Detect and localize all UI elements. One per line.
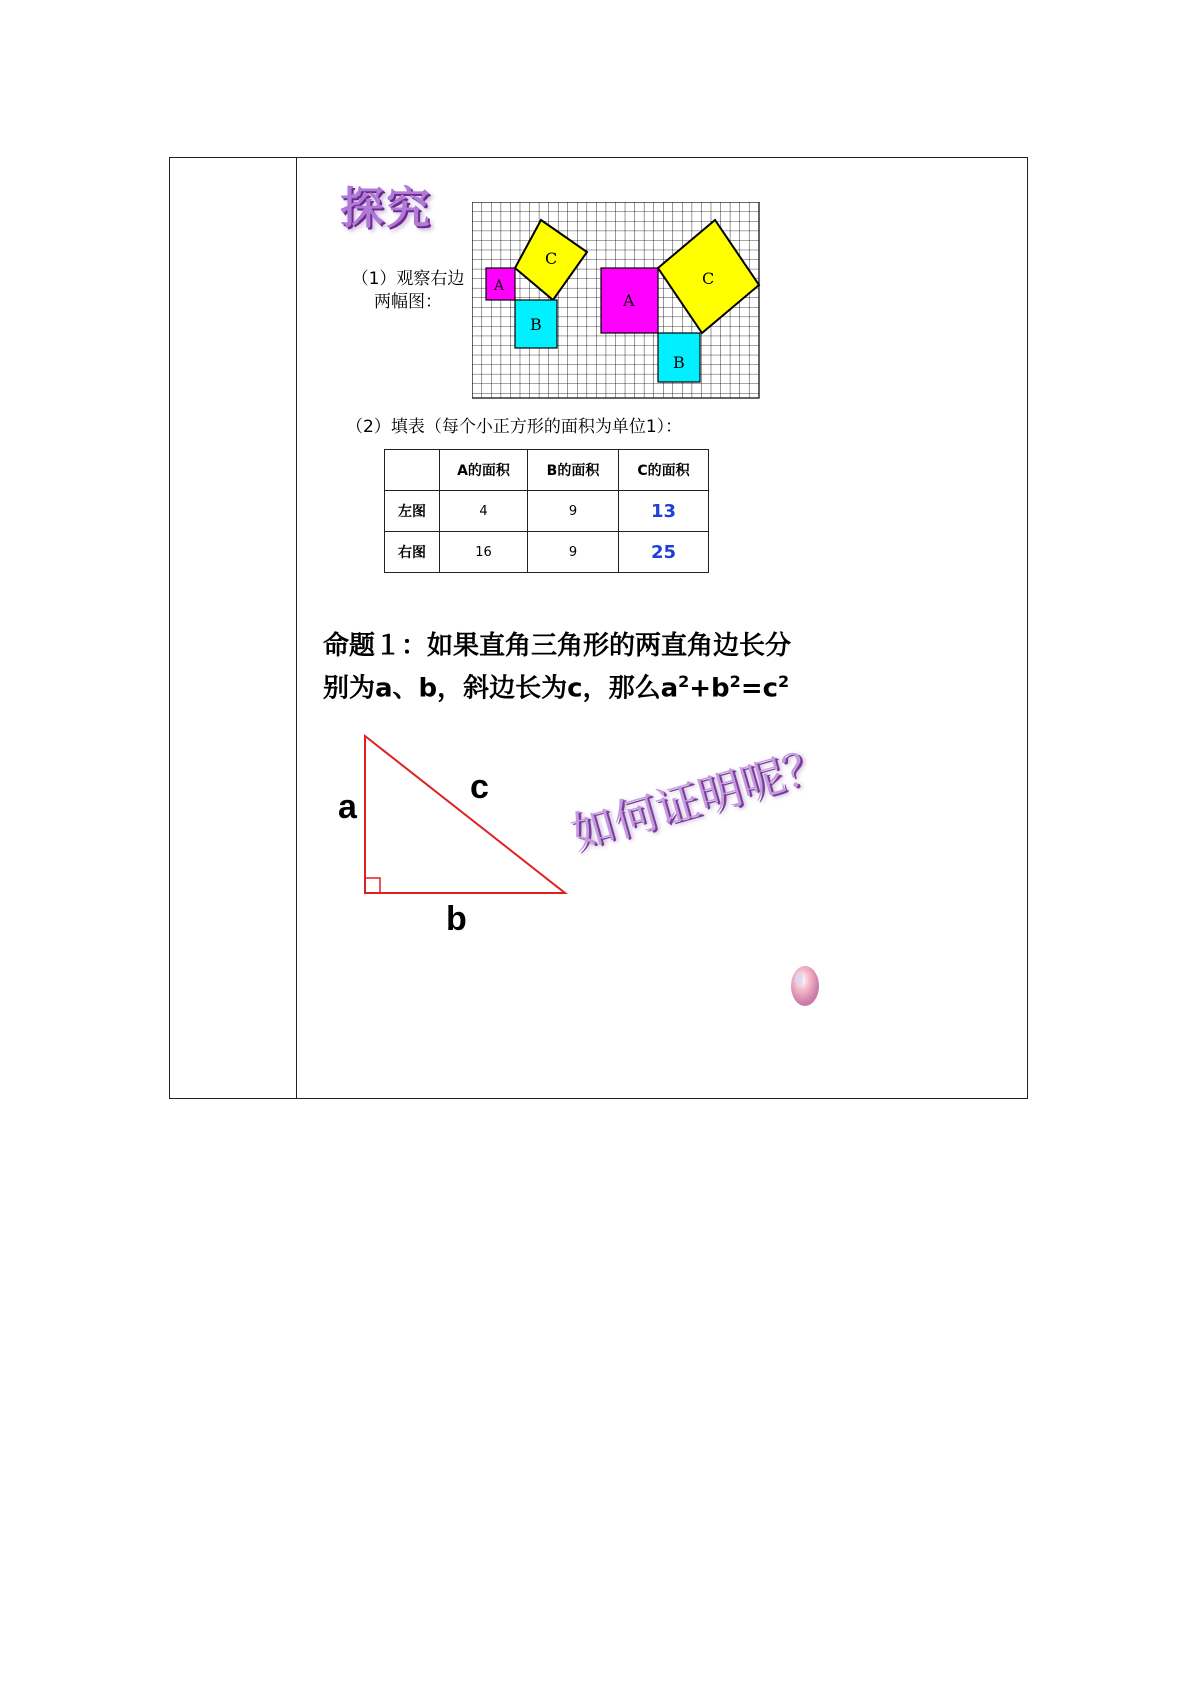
how-to-prove-wordart: 如何证明呢？	[565, 738, 834, 861]
left-label-a: A	[494, 278, 505, 294]
superscript-2: 2	[678, 672, 690, 691]
row-label: 右图	[385, 532, 440, 573]
proposition-line-2-prefix: 别为a、b，斜边长为c，那么a	[323, 673, 679, 704]
table-row	[385, 532, 709, 573]
superscript-2: 2	[778, 672, 790, 691]
proposition-plus-b: +b	[689, 673, 730, 704]
proposition-text	[323, 628, 791, 707]
right-label-a: A	[623, 291, 635, 310]
area-a-cell: 16	[440, 532, 528, 573]
area-a-cell: 4	[440, 491, 528, 532]
section-title: 探究	[340, 183, 432, 234]
fill-table-instruction: （2）填表（每个小正方形的面积为单位1）：	[346, 417, 683, 437]
area-b-cell: 9	[528, 491, 619, 532]
proposition-line-2	[323, 664, 791, 707]
area-c-cell: 13	[619, 491, 709, 532]
grid-figure	[472, 202, 762, 402]
row-label: 左图	[385, 491, 440, 532]
table-header-cell: C的面积	[619, 450, 709, 491]
triangle-label-c: c	[470, 768, 489, 806]
right-triangle	[365, 736, 565, 893]
column-divider	[296, 158, 297, 1098]
observe-instruction: （1）观察右边两幅图：	[351, 269, 465, 312]
area-table	[384, 449, 709, 573]
superscript-2: 2	[729, 672, 741, 691]
right-label-b: B	[673, 353, 685, 372]
table-header-cell	[385, 450, 440, 491]
left-label-b: B	[530, 315, 542, 334]
area-c-cell: 25	[619, 532, 709, 573]
content-table	[169, 157, 1028, 1099]
proposition-eq-c: =c	[740, 673, 779, 704]
triangle-label-a: a	[338, 788, 357, 826]
area-b-cell: 9	[528, 532, 619, 573]
table-header-row	[385, 450, 709, 491]
left-label-c: C	[545, 249, 558, 268]
right-triangle-figure	[360, 733, 580, 903]
right-angle-mark	[365, 878, 380, 893]
table-header-cell: A的面积	[440, 450, 528, 491]
table-header-cell: B的面积	[528, 450, 619, 491]
right-label-c: C	[702, 269, 715, 288]
balloon-icon	[785, 963, 825, 1013]
proposition-line-1: 命题１：如果直角三角形的两直角边长分	[323, 631, 792, 661]
triangle-label-b: b	[446, 900, 467, 938]
table-row	[385, 491, 709, 532]
